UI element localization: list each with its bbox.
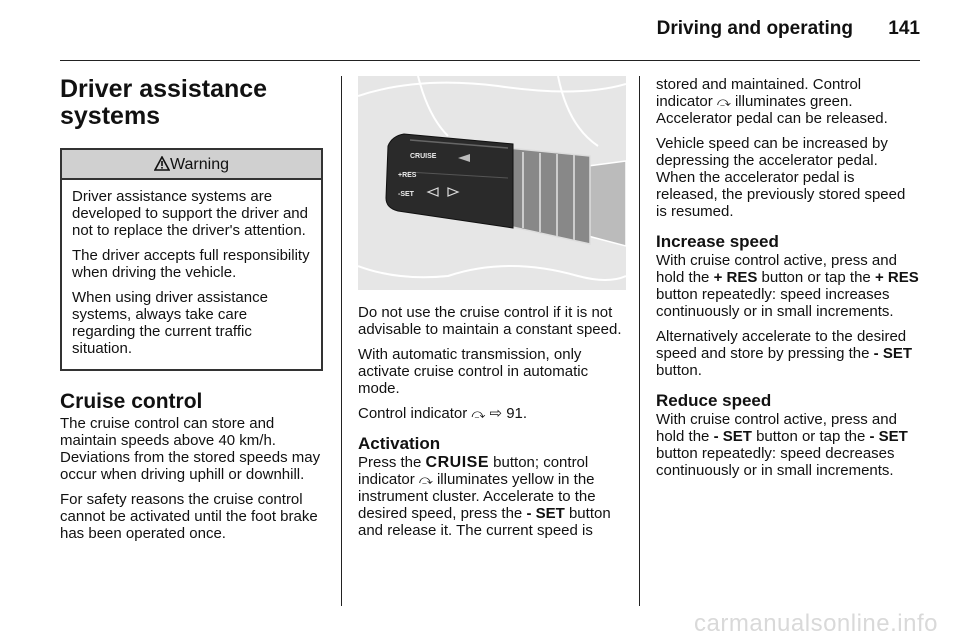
- column-divider-2: [639, 76, 640, 606]
- cruise-indicator-icon: ⤼: [471, 406, 486, 421]
- left-column: [60, 76, 323, 550]
- increase-speed-heading: Increase speed: [656, 232, 779, 251]
- lever-cruise-label: CRUISE: [410, 153, 437, 160]
- section-title: Driving and operating: [656, 18, 854, 39]
- warning-header: [62, 150, 321, 180]
- warning-paragraph-1: Driver assistance systems are developed to support the driver and not to replace the driver's attention.: [72, 188, 308, 239]
- continuation-paragraph: stored and maintained. Control indicator ⤼ illuminates green. Accelerator pedal can be released.: [656, 76, 888, 127]
- cruise-indicator-icon: ⤼: [418, 472, 433, 487]
- cruise-lever-drawing: [358, 76, 626, 290]
- warning-body: [62, 180, 321, 369]
- reduce-speed-heading: Reduce speed: [656, 391, 772, 410]
- cruise-lever-illustration: [358, 76, 626, 290]
- set-button-label: - SET: [869, 428, 908, 445]
- page-title: Driver assistance systems: [60, 75, 268, 130]
- cruise-button-label: CRUISE: [425, 454, 489, 471]
- activation-heading: Activation: [358, 434, 441, 453]
- middle-paragraph-1: Do not use the cruise control if it is not advisable to maintain a constant speed.: [358, 304, 622, 338]
- increase-speed-paragraph: With cruise control active, press and hold the + RES button or tap the + RES button repeatedly: speed increases continuously or in small increments.: [656, 252, 919, 320]
- warning-paragraph-3: When using driver assistance systems, always take care regarding the current traffic situation.: [72, 289, 268, 357]
- middle-column: [358, 76, 628, 547]
- warning-label: Warning: [170, 156, 229, 173]
- set-button-label: - SET: [713, 428, 752, 445]
- warning-paragraph-2: The driver accepts full responsibility when driving the vehicle.: [72, 247, 310, 281]
- page-reference-link[interactable]: 91.: [506, 405, 528, 422]
- reduce-speed-paragraph: With cruise control active, press and hold the - SET button or tap the - SET button repeatedly: speed decreases continuously or in small increments.: [656, 411, 908, 479]
- column-divider-1: [341, 76, 342, 606]
- running-header: [657, 18, 920, 40]
- warning-box: [60, 148, 323, 371]
- middle-paragraph-2: With automatic transmission, only activate cruise control in automatic mode.: [358, 346, 589, 397]
- accelerator-paragraph: Vehicle speed can be increased by depressing the accelerator pedal. When the accelerator pedal is released, the previously stored speed is resumed.: [656, 135, 906, 220]
- alternative-paragraph: Alternatively accelerate to the desired speed and store by pressing the - SET button.: [656, 328, 912, 379]
- warning-triangle-icon: [154, 156, 170, 171]
- watermark: carmanualsonline.info: [694, 610, 938, 637]
- page-number: 141: [888, 18, 920, 39]
- lever-set-label: -SET: [398, 191, 414, 198]
- res-button-label: + RES: [874, 269, 919, 286]
- right-column: [656, 76, 920, 487]
- cruise-indicator-icon: ⤼: [716, 94, 731, 109]
- lever-res-label: +RES: [398, 172, 417, 179]
- set-button-label: - SET: [873, 345, 912, 362]
- res-button-label: + RES: [713, 269, 758, 286]
- cruise-paragraph-2: For safety reasons the cruise control cannot be activated until the foot brake has been operated once.: [60, 491, 318, 542]
- cruise-control-heading: Cruise control: [60, 390, 203, 413]
- set-button-label: - SET: [526, 505, 565, 522]
- header-rule: [60, 60, 920, 61]
- page-reference-arrow-icon: ⇨: [489, 405, 503, 422]
- cruise-paragraph-1: The cruise control can store and maintain speeds above 40 km/h. Deviations from the stored speeds may occur when driving uphill or downhill.: [60, 415, 321, 483]
- activation-paragraph: Press the CRUISE button; control indicator ⤼ illuminates yellow in the instrument cluster. Accelerate to the desired speed, press the - SET button and release it. The current speed is: [358, 454, 611, 539]
- control-indicator-paragraph: Control indicator ⤼ ⇨ 91.: [358, 405, 528, 422]
